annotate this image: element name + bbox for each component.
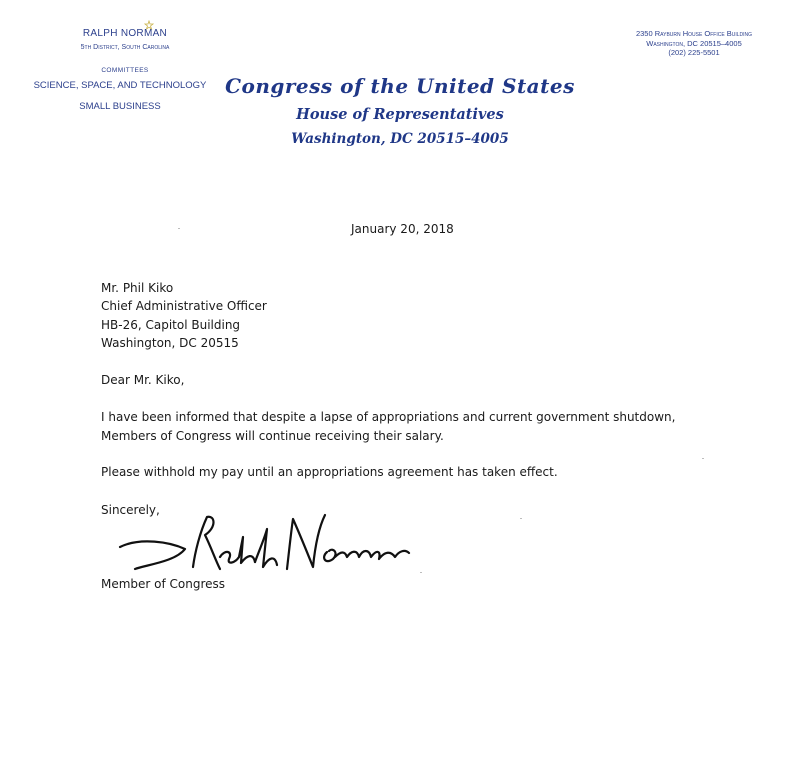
body-paragraph-line: Members of Congress will continue receiving their salary. xyxy=(101,429,444,443)
office-address: 2350 Rayburn House Office Building xyxy=(635,29,753,38)
scan-speck xyxy=(178,228,180,229)
letterhead-title: Congress of the United States xyxy=(225,74,575,98)
recipient-line: HB-26, Capitol Building xyxy=(101,318,241,332)
salutation: Dear Mr. Kiko, xyxy=(101,373,185,387)
committee-item: SMALL BUSINESS xyxy=(79,101,161,112)
letterhead-location: Washington, DC 20515–4005 xyxy=(291,131,509,147)
recipient-line: Chief Administrative Officer xyxy=(101,299,267,313)
recipient-line: Mr. Phil Kiko xyxy=(101,281,174,295)
office-city: Washington, DC 20515–4005 xyxy=(646,39,742,48)
recipient-line: Washington, DC 20515 xyxy=(101,336,239,350)
scan-speck xyxy=(520,518,522,519)
scan-speck xyxy=(420,572,422,573)
letter-date: January 20, 2018 xyxy=(351,222,454,236)
committee-item: SCIENCE, SPACE, AND TECHNOLOGY xyxy=(33,80,207,91)
representative-name: RALPH NORMAN xyxy=(82,28,168,39)
letterhead-subtitle: House of Representatives xyxy=(296,106,504,123)
body-paragraph-line: I have been informed that despite a lapse of appropriations and current government shutdown, xyxy=(101,410,676,424)
closing: Sincerely, xyxy=(101,503,160,517)
body-paragraph: Please withhold my pay until an appropriations agreement has taken effect. xyxy=(101,465,558,479)
signer-title: Member of Congress xyxy=(101,577,226,591)
scan-speck xyxy=(702,458,704,459)
office-phone: (202) 225-5501 xyxy=(668,48,720,57)
district-label: 5th District, South Carolina xyxy=(80,44,170,51)
committees-label: COMMITTEES xyxy=(101,67,149,74)
